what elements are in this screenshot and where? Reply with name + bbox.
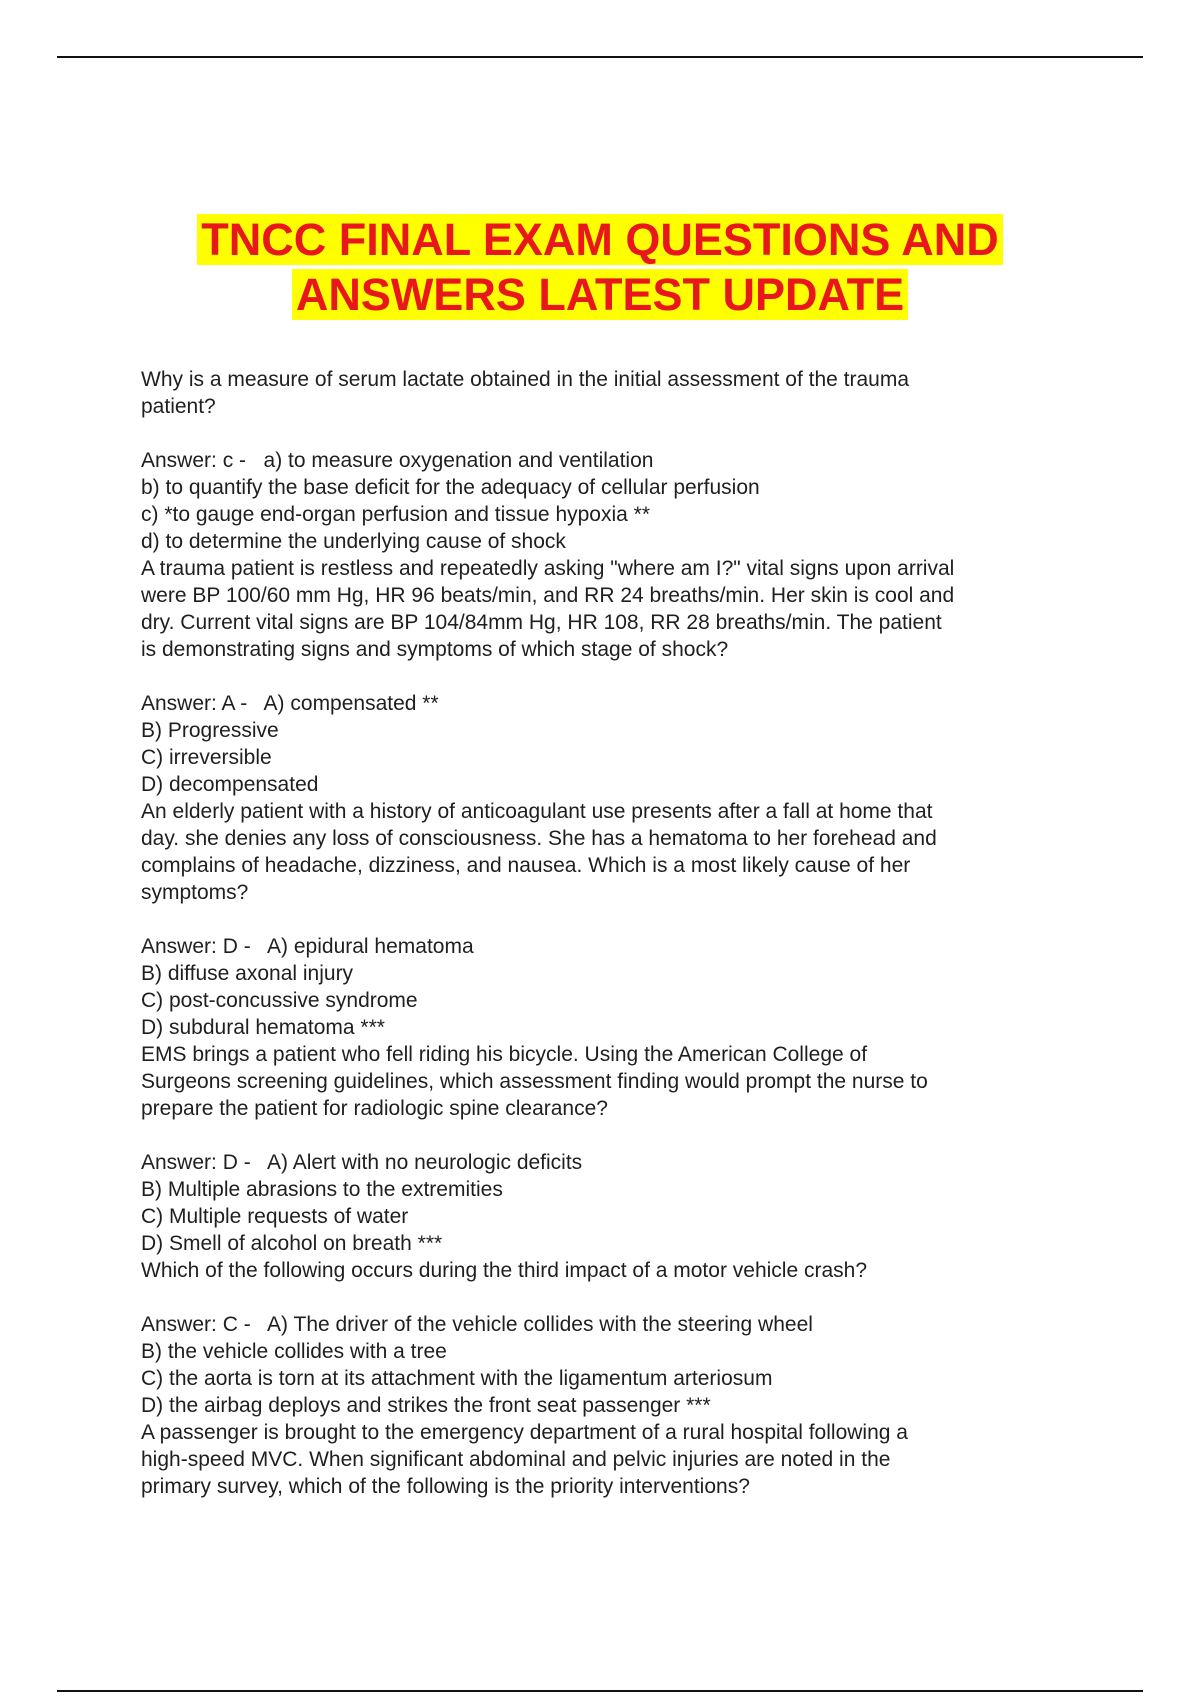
top-rule [57,56,1143,58]
question-line: symptoms? [141,881,249,904]
qa-content [141,366,1061,1500]
answer-option: C) post-concussive syndrome [141,989,418,1012]
question-line: An elderly patient with a history of anticoagulant use presents after a fall at home that [141,800,933,823]
question-line: EMS brings a patient who fell riding his bicycle. Using the American College of [141,1043,868,1066]
question-line: day. she denies any loss of consciousness. She has a hematoma to her forehead and [141,827,937,850]
answer-option: C) irreversible [141,746,272,769]
qa-item [141,1419,1061,1500]
question-line: is demonstrating signs and symptoms of which stage of shock? [141,638,729,661]
answer-option: C) Multiple requests of water [141,1205,409,1228]
question-line: patient? [141,395,216,418]
bottom-rule [57,1690,1143,1692]
answer-option: c) *to gauge end-organ perfusion and tissue hypoxia ** [141,503,651,526]
answer-option: D) the airbag deploys and strikes the front seat passenger *** [141,1394,711,1417]
question-line: A passenger is brought to the emergency department of a rural hospital following a [141,1421,908,1444]
answer-option: b) to quantify the base deficit for the adequacy of cellular perfusion [141,476,760,499]
qa-item [141,1257,1061,1419]
answer-line: Answer: c - a) to measure oxygenation and ventilation [141,449,654,472]
question-line: Why is a measure of serum lactate obtained in the initial assessment of the trauma [141,368,910,391]
answer-option: C) the aorta is torn at its attachment with the ligamentum arteriosum [141,1367,773,1390]
question-line: high-speed MVC. When significant abdominal and pelvic injuries are noted in the [141,1448,891,1471]
question-line: complains of headache, dizziness, and nausea. Which is a most likely cause of her [141,854,911,877]
answer-option: B) Progressive [141,719,279,742]
answer-line: Answer: D - A) Alert with no neurologic deficits [141,1151,583,1174]
answer-option: D) Smell of alcohol on breath *** [141,1232,443,1255]
answer-option: B) the vehicle collides with a tree [141,1340,447,1363]
question-line: were BP 100/60 mm Hg, HR 96 beats/min, and RR 24 breaths/min. Her skin is cool and [141,584,955,607]
question-line: A trauma patient is restless and repeatedly asking "where am I?" vital signs upon arrival [141,557,955,580]
qa-item [141,1041,1061,1257]
answer-option: D) decompensated [141,773,319,796]
question-line: Which of the following occurs during the third impact of a motor vehicle crash? [141,1259,868,1282]
qa-item [141,366,1061,555]
qa-item [141,798,1061,1041]
document-title [0,212,1200,322]
qa-item [141,555,1061,798]
answer-line: Answer: C - A) The driver of the vehicle collides with the steering wheel [141,1313,813,1336]
answer-line: Answer: D - A) epidural hematoma [141,935,474,958]
question-line: dry. Current vital signs are BP 104/84mm Hg, HR 108, RR 28 breaths/min. The patient [141,611,942,634]
answer-option: D) subdural hematoma *** [141,1016,385,1039]
answer-option: B) Multiple abrasions to the extremities [141,1178,503,1201]
title-line-1: TNCC FINAL EXAM QUESTIONS AND [197,214,1003,265]
answer-option: d) to determine the underlying cause of shock [141,530,566,553]
question-line: prepare the patient for radiologic spine clearance? [141,1097,608,1120]
question-line: primary survey, which of the following is the priority interventions? [141,1475,750,1498]
answer-line: Answer: A - A) compensated ** [141,692,439,715]
answer-option: B) diffuse axonal injury [141,962,354,985]
question-line: Surgeons screening guidelines, which assessment finding would prompt the nurse to [141,1070,928,1093]
title-line-2: ANSWERS LATEST UPDATE [292,269,908,320]
